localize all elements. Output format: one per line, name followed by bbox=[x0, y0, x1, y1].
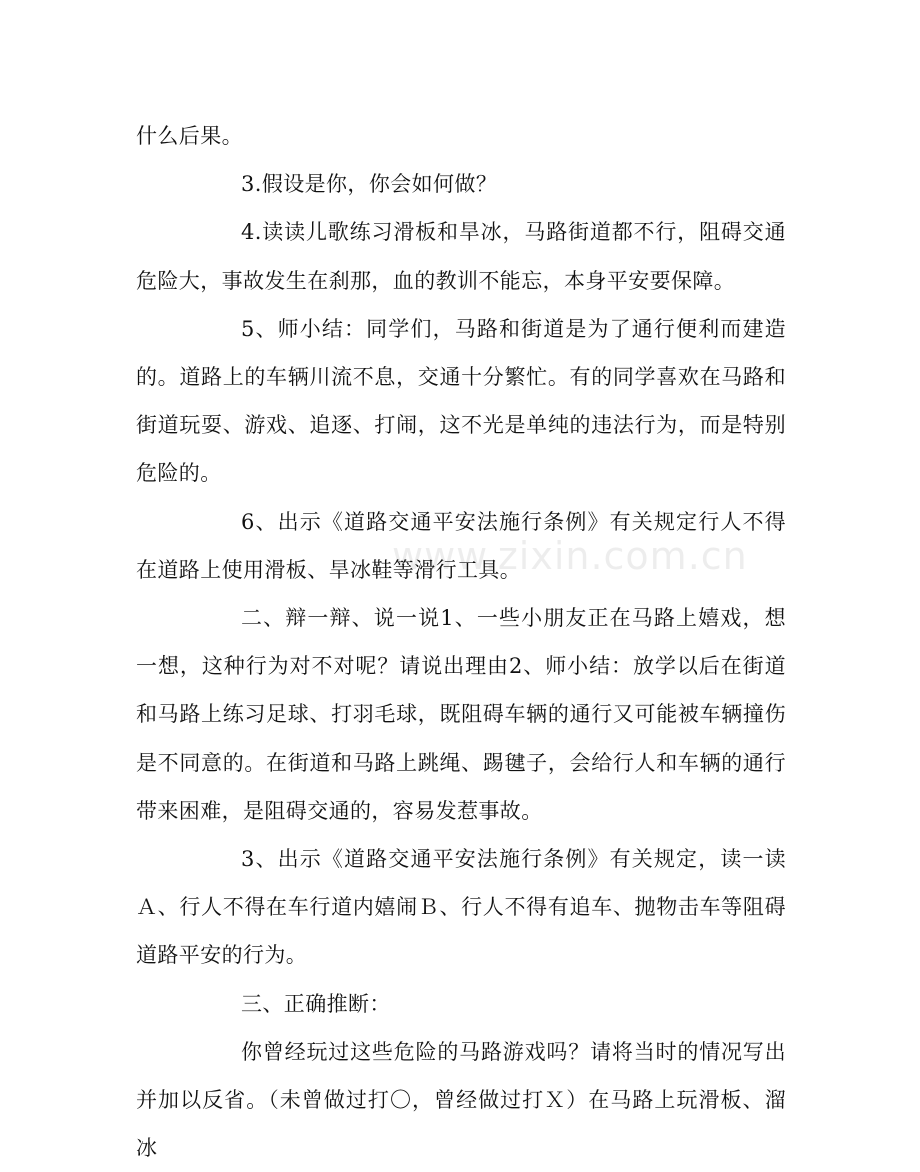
document-body bbox=[136, 112, 786, 1172]
paragraph-continuation: 什么后果。 bbox=[136, 124, 243, 148]
paragraph-regulations-3: 3、出示《道路交通平安法施行条例》有关规定，读一读Ａ、行人不得在车行道内嬉闹Ｂ、行人不得有追车、抛物击车等阻碍道路平安的行为。 bbox=[136, 847, 786, 968]
section-heading-three: 三、正确推断： bbox=[241, 991, 391, 1016]
paragraph-reflection: 你曾经玩过这些危险的马路游戏吗？请将当时的情况写出并加以反省。（未曾做过打〇，曾经做过打Ｘ）在马路上玩滑板、溜冰 bbox=[136, 1039, 786, 1161]
paragraph-section-two: 二、辩一辩、说一说1、一些小朋友正在马路上嬉戏，想一想，这种行为对不对呢？请说出理由2、师小结：放学以后在街道和马路上练习足球、打羽毛球，既阻碍车辆的通行又可能被车辆撞伤是不同意的。在街道和马路上跳绳、踢毽子，会给行人和车辆的通行带来困难，是阻碍交通的，容易发惹事故。 bbox=[136, 606, 786, 823]
paragraph-question-3: 3.假设是你，你会如何做？ bbox=[241, 172, 498, 197]
paragraph-item-4: 4.读读儿歌练习滑板和旱冰，马路街道都不行，阻碍交通危险大，事故发生在刹那，血的教训不能忘，本身平安要保障。 bbox=[136, 220, 786, 293]
paragraph-teacher-summary-5: 5、师小结：同学们，马路和街道是为了通行便利而建造的。道路上的车辆川流不息，交通十分繁忙。有的同学喜欢在马路和街道玩耍、游戏、追逐、打闹，这不光是单纯的违法行为，而是特别危险的。 bbox=[136, 316, 786, 486]
watermark: www.zixin.com.cn bbox=[392, 534, 748, 578]
paragraph-item-6: 6、出示《道路交通平安法施行条例》有关规定行人不得在道路上使用滑板、旱冰鞋等滑行工具。 bbox=[136, 509, 786, 582]
